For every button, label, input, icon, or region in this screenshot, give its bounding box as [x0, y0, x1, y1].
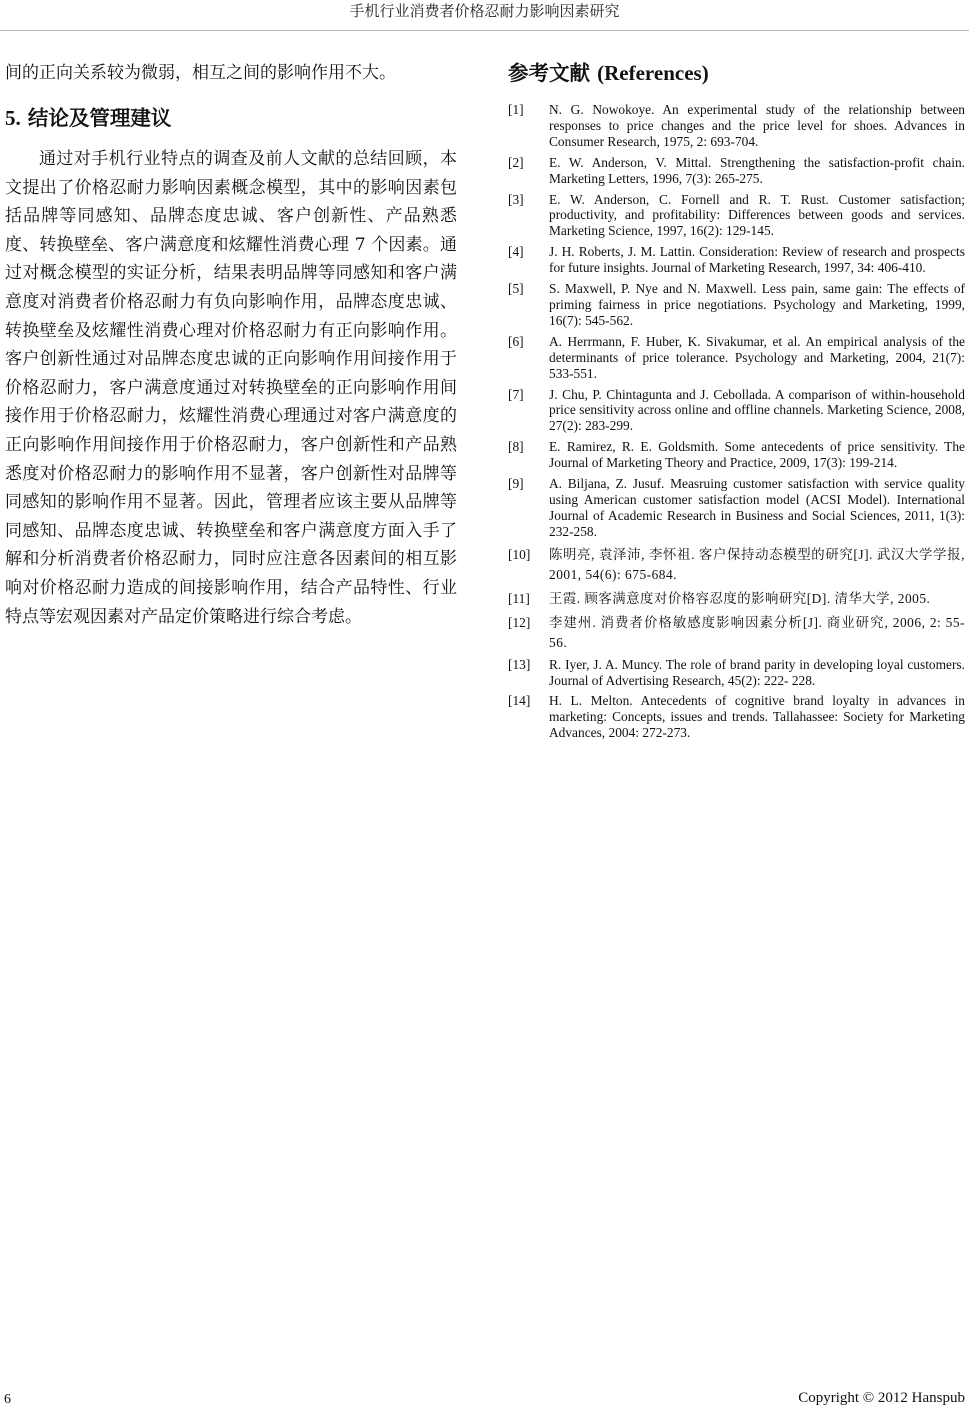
reference-item [508, 439, 965, 471]
body-paragraph: 通过对手机行业特点的调查及前人文献的总结回顾，本文提出了价格忍耐力影响因素概念模型，其中的影响因素包括品牌等同感知、品牌态度忠诚、客户创新性、产品熟悉度、转换壁垒、客户满意度和炫耀性消费心理 7 个因素。通过对概念模型的实证分析，结果表明品牌等同感知和客户满意度对消费者价格忍耐力有负向影响作用，品牌态度忠诚、转换壁垒及炫耀性消费心理对价格忍耐力有正向影响作用。客户创新性通过对品牌态度忠诚的正向影响作用间接作用于价格忍耐力，客户满意度通过对转换壁垒的正向影响作用间接作用于价格忍耐力，炫耀性消费心理通过对客户满意度的正向影响作用间接作用于价格忍耐力，客户创新性和产品熟悉度对价格忍耐力的影响作用不显著，客户创新性对品牌等同感知的影响作用不显著。因此，管理者应该主要从品牌等同感知、品牌态度忠诚、转换壁垒和客户满意度方面入手了解和分析消费者价格忍耐力，同时应注意各因素间的相互影响对价格忍耐力造成的间接影响作用，结合产品特性、行业特点等宏观因素对产品定价策略进行综合考虑。 [5, 149, 457, 627]
reference-number: [12] [508, 614, 531, 630]
reference-item [508, 155, 965, 187]
reference-number: [10] [508, 546, 531, 562]
lead-text: 间的正向关系较为微弱，相互之间的影响作用不大。 [5, 63, 396, 83]
section-title: 结论及管理建议 [27, 106, 172, 130]
reference-item [508, 589, 965, 609]
copyright-notice: Copyright © 2012 Hanspub [798, 1390, 965, 1406]
reference-number: [13] [508, 656, 531, 672]
reference-list [508, 102, 965, 741]
reference-number: [6] [508, 333, 524, 349]
reference-number: [7] [508, 386, 524, 402]
reference-number: [9] [508, 476, 524, 492]
reference-item [508, 476, 965, 540]
reference-item [508, 244, 965, 276]
reference-text: N. G. Nowokoye. An experimental study of the relationship between responses to price changes and the price level for shoes. Advances in Consumer Research, 1975, 2: 693-704. [549, 102, 965, 149]
references-heading-zh: 参考文献 [508, 61, 590, 85]
reference-text: J. H. Roberts, J. M. Lattin. Consideration: Review of research and prospects for future insights. Journal of Marketing Research, 1997, 34: 406-410. [549, 244, 965, 276]
reference-item [508, 334, 965, 382]
reference-item [508, 693, 965, 741]
reference-number: [14] [508, 693, 531, 709]
reference-item [508, 657, 965, 689]
reference-text: E. W. Anderson, C. Fornell and R. T. Rust. Customer satisfaction; productivity, and profitability: Differences between goods and services. Marketing Science, 1997, 16(2): 129-145. [549, 191, 965, 239]
reference-text: E. Ramirez, R. E. Goldsmith. Some antecedents of price sensitivity. The Journal of Marketing Theory and Practice, 2009, 17(3): 199-214. [549, 439, 965, 471]
references-heading [508, 58, 965, 88]
reference-text: A. Biljana, Z. Jusuf. Measruing customer satisfaction with service quality using American customer satisfaction model (ACSI Model). International Journal of Academic Research in Business and Social Sciences, 2011, 1(3): 232-258. [549, 476, 965, 539]
reference-text: R. Iyer, J. A. Muncy. The role of brand parity in developing loyal customers. Journal of Advertising Research, 45(2): 222- 228. [549, 656, 965, 688]
right-column [508, 58, 965, 746]
reference-text: 王霞. 顾客满意度对价格容忍度的影响研究[D]. 清华大学, 2005. [549, 590, 931, 606]
reference-text: A. Herrmann, F. Huber, K. Sivakumar, et al. An empirical analysis of the determinants of price tolerance. Psychology and Marketing, 2004, 21(7): 533-551. [549, 333, 965, 381]
reference-text: 李建州. 消费者价格敏感度影响因素分析[J]. 商业研究, 2006, 2: 55-56. [549, 614, 965, 650]
left-column [5, 58, 457, 631]
reference-number: [5] [508, 281, 524, 297]
reference-number: [4] [508, 244, 524, 260]
reference-item [508, 613, 965, 653]
reference-number: [1] [508, 102, 524, 117]
reference-item [508, 102, 965, 150]
reference-number: [2] [508, 154, 524, 170]
running-header [0, 0, 969, 31]
reference-text: H. L. Melton. Antecedents of cognitive brand loyalty in advances in marketing: Concepts, issues and trends. Tallahassee: Society for Marketing Advances, 2004: 272-273. [549, 693, 965, 741]
page-number: 6 [4, 1392, 11, 1407]
reference-number: [11] [508, 590, 530, 606]
section-heading [5, 103, 457, 133]
reference-item [508, 192, 965, 240]
reference-number: [8] [508, 439, 524, 455]
reference-text: 陈明亮, 袁泽沛, 李怀祖. 客户保持动态模型的研究[J]. 武汉大学学报, 2001, 54(6): 675-684. [549, 546, 965, 582]
reference-item [508, 281, 965, 329]
reference-item [508, 387, 965, 435]
reference-item [508, 545, 965, 585]
reference-text: J. Chu, P. Chintagunta and J. Cebollada. A comparison of within-household price sensitivity across online and offline channels. Marketing Science, 2008, 27(2): 283-299. [549, 386, 965, 434]
reference-number: [3] [508, 191, 524, 207]
section-number: 5. [5, 106, 21, 130]
running-title: 手机行业消费者价格忍耐力影响因素研究 [349, 2, 620, 20]
references-heading-en: (References) [597, 61, 709, 85]
reference-text: E. W. Anderson, V. Mittal. Strengthening the satisfaction-profit chain. Marketing Letters, 1996, 7(3): 265-275. [549, 154, 965, 186]
reference-text: S. Maxwell, P. Nye and N. Maxwell. Less pain, same gain: The effects of priming fairness in price negotiations. Psychology and Marketing, 1999, 16(7): 545-562. [549, 281, 965, 328]
